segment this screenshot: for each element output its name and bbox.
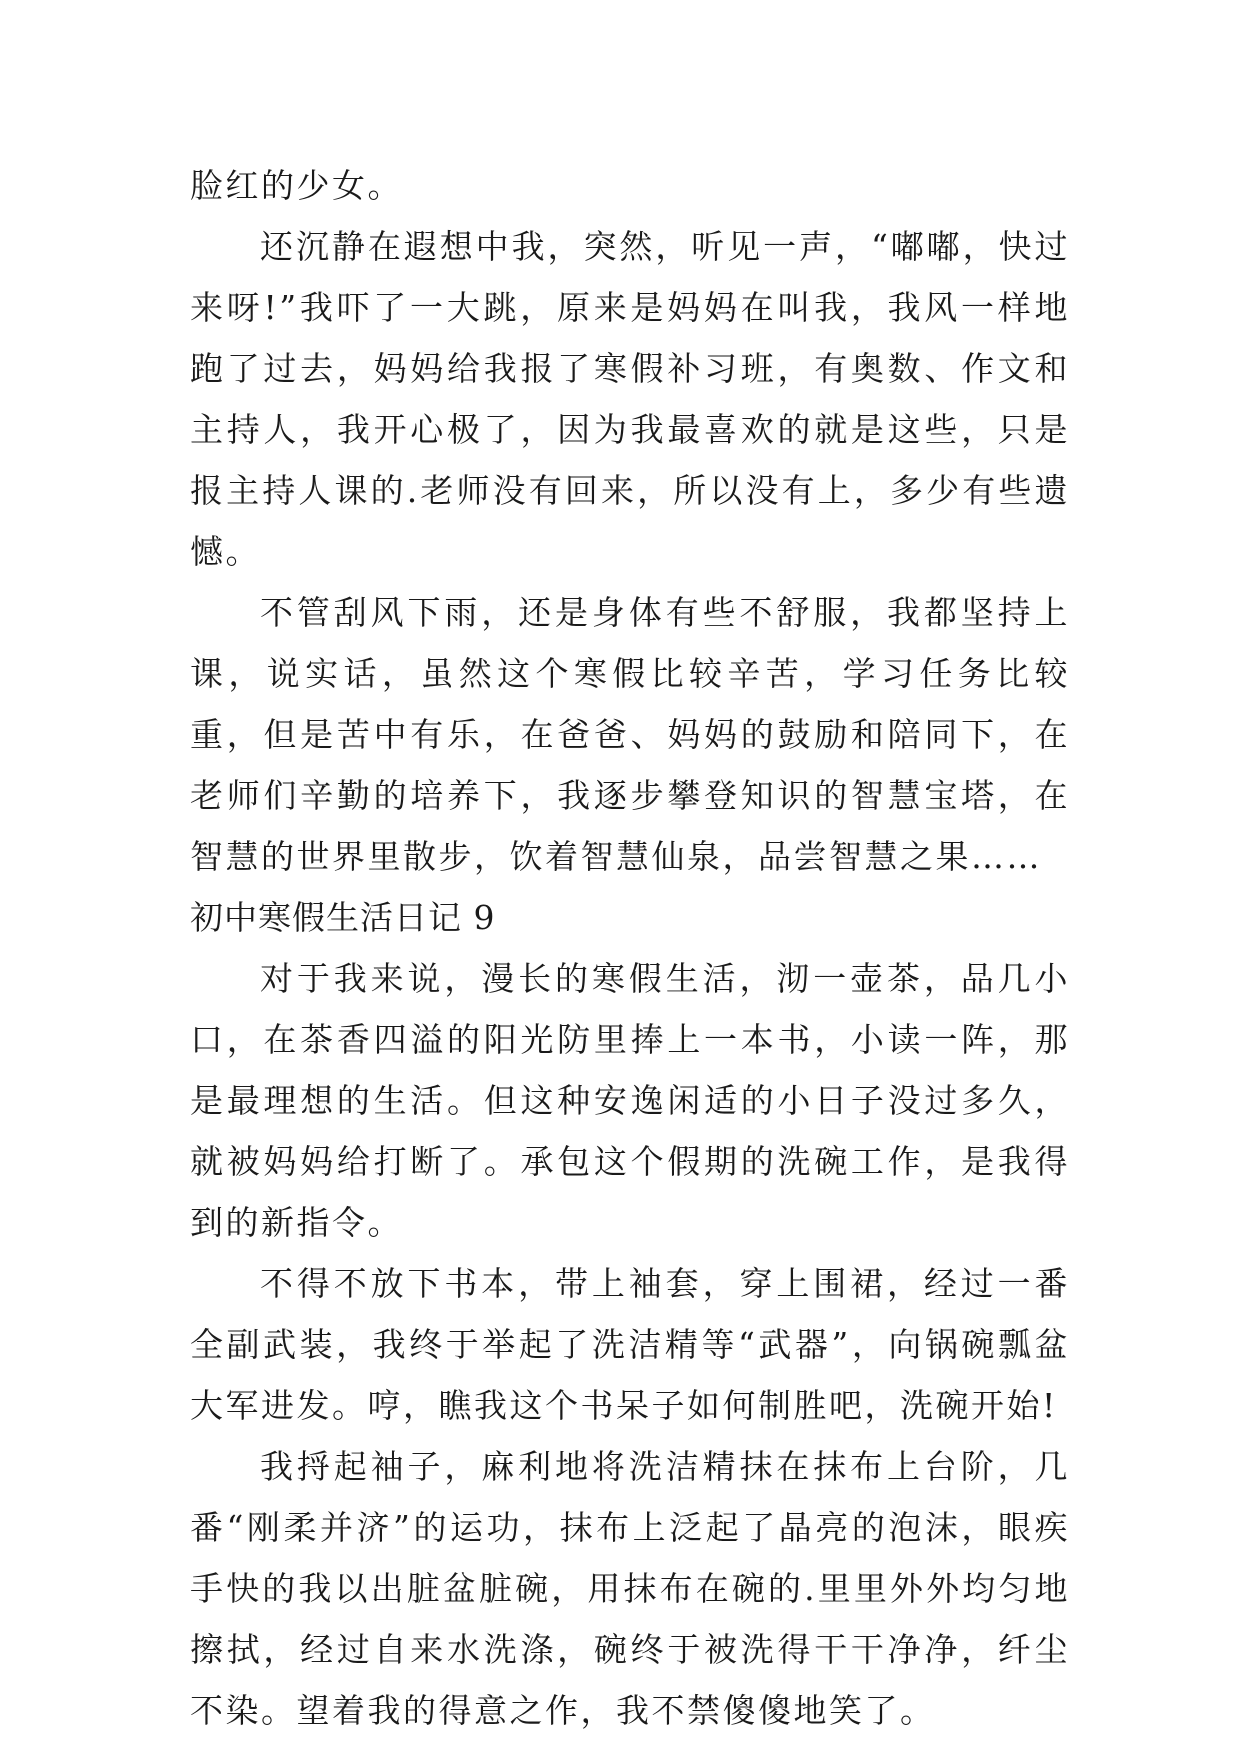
paragraph-2: 还沉静在遐想中我，突然，听见一声，“嘟嘟，快过来呀!”我吓了一大跳，原来是妈妈在叫我，我风一样地跑了过去，妈妈给我报了寒假补习班，有奥数、作文和主持人，我开心极了，因为我最喜欢的就是这些，只是报主持人课的.老师没有回来，所以没有上，多少有些遗憾。 bbox=[190, 227, 1070, 571]
document-body bbox=[190, 155, 1070, 1741]
paragraph-3: 不管刮风下雨，还是身体有些不舒服，我都坚持上课，说实话，虽然这个寒假比较辛苦，学习任务比较重，但是苦中有乐，在爸爸、妈妈的鼓励和陪同下，在老师们辛勤的培养下，我逐步攀登知识的智慧宝塔，在智慧的世界里散步，饮着智慧仙泉，品尝智慧之果…… bbox=[190, 593, 1070, 876]
section-heading: 初中寒假生活日记 9 bbox=[190, 898, 496, 937]
paragraph-5: 不得不放下书本，带上袖套，穿上围裙，经过一番全副武装，我终于举起了洗洁精等“武器”，向锅碗瓢盆大军进发。哼，瞧我这个书呆子如何制胜吧，洗碗开始! bbox=[190, 1264, 1070, 1425]
paragraph-4: 对于我来说，漫长的寒假生活，沏一壶茶，品几小口，在茶香四溢的阳光防里捧上一本书，小读一阵，那是最理想的生活。但这种安逸闲适的小日子没过多久，就被妈妈给打断了。承包这个假期的洗碗工作，是我得到的新指令。 bbox=[190, 959, 1070, 1242]
paragraph-1: 脸红的少女。 bbox=[190, 166, 403, 205]
paragraph-6: 我捋起袖子，麻利地将洗洁精抹在抹布上台阶，几番“刚柔并济”的运功，抹布上泛起了晶亮的泡沫，眼疾手快的我以出脏盆脏碗，用抹布在碗的.里里外外均匀地擦拭，经过自来水洗涤，碗终于被洗得干干净净，纤尘不染。望着我的得意之作，我不禁傻傻地笑了。 bbox=[190, 1447, 1070, 1730]
